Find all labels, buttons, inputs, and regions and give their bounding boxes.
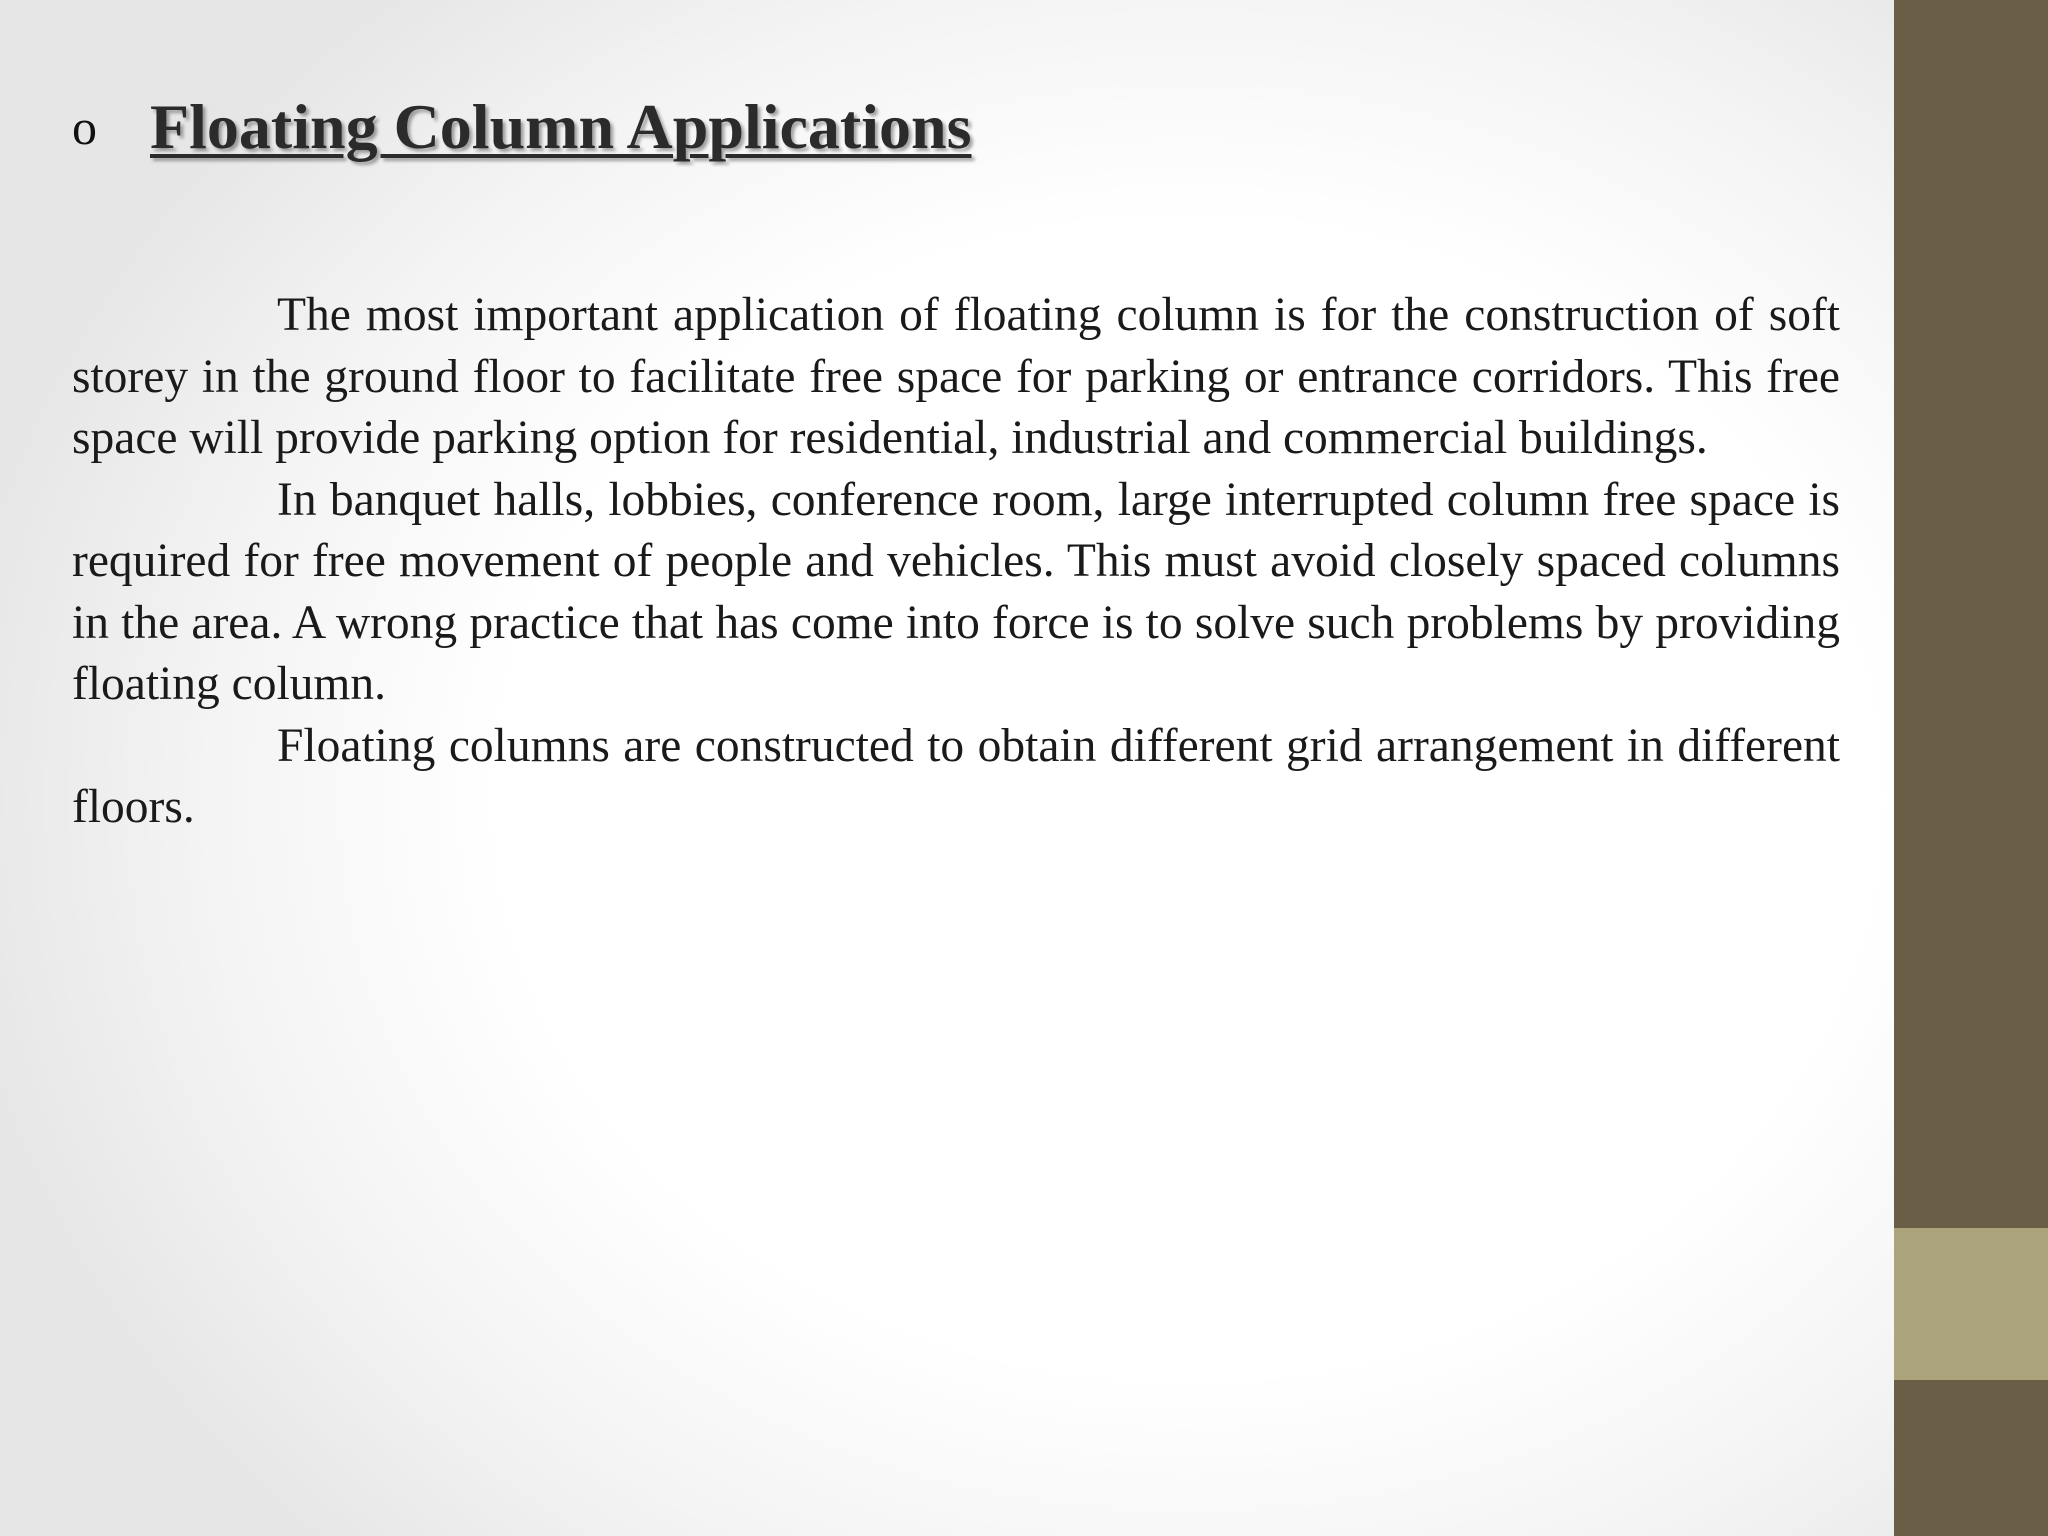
side-accent-decoration xyxy=(1894,1228,2048,1380)
slide-title: Floating Column Applications xyxy=(150,91,972,162)
title-row xyxy=(72,82,972,172)
paragraph-3: Floating columns are constructed to obtain different grid arrangement in different floors. xyxy=(72,719,1840,833)
slide-body xyxy=(72,285,1840,839)
paragraph-1: The most important application of floating column is for the construction of soft storey in the ground floor to facilitate free space for parking or entrance corridors. This free space will provide parking option for residential, industrial and commercial buildings. xyxy=(72,289,1840,464)
paragraph-2: In banquet halls, lobbies, conference room, large interrupted column free space is required for free movement of people and vehicles. This must avoid closely spaced columns in the area. A wrong practice that has come into force is to solve such problems by providing floating column. xyxy=(72,473,1840,710)
bullet-icon: o xyxy=(72,99,97,155)
